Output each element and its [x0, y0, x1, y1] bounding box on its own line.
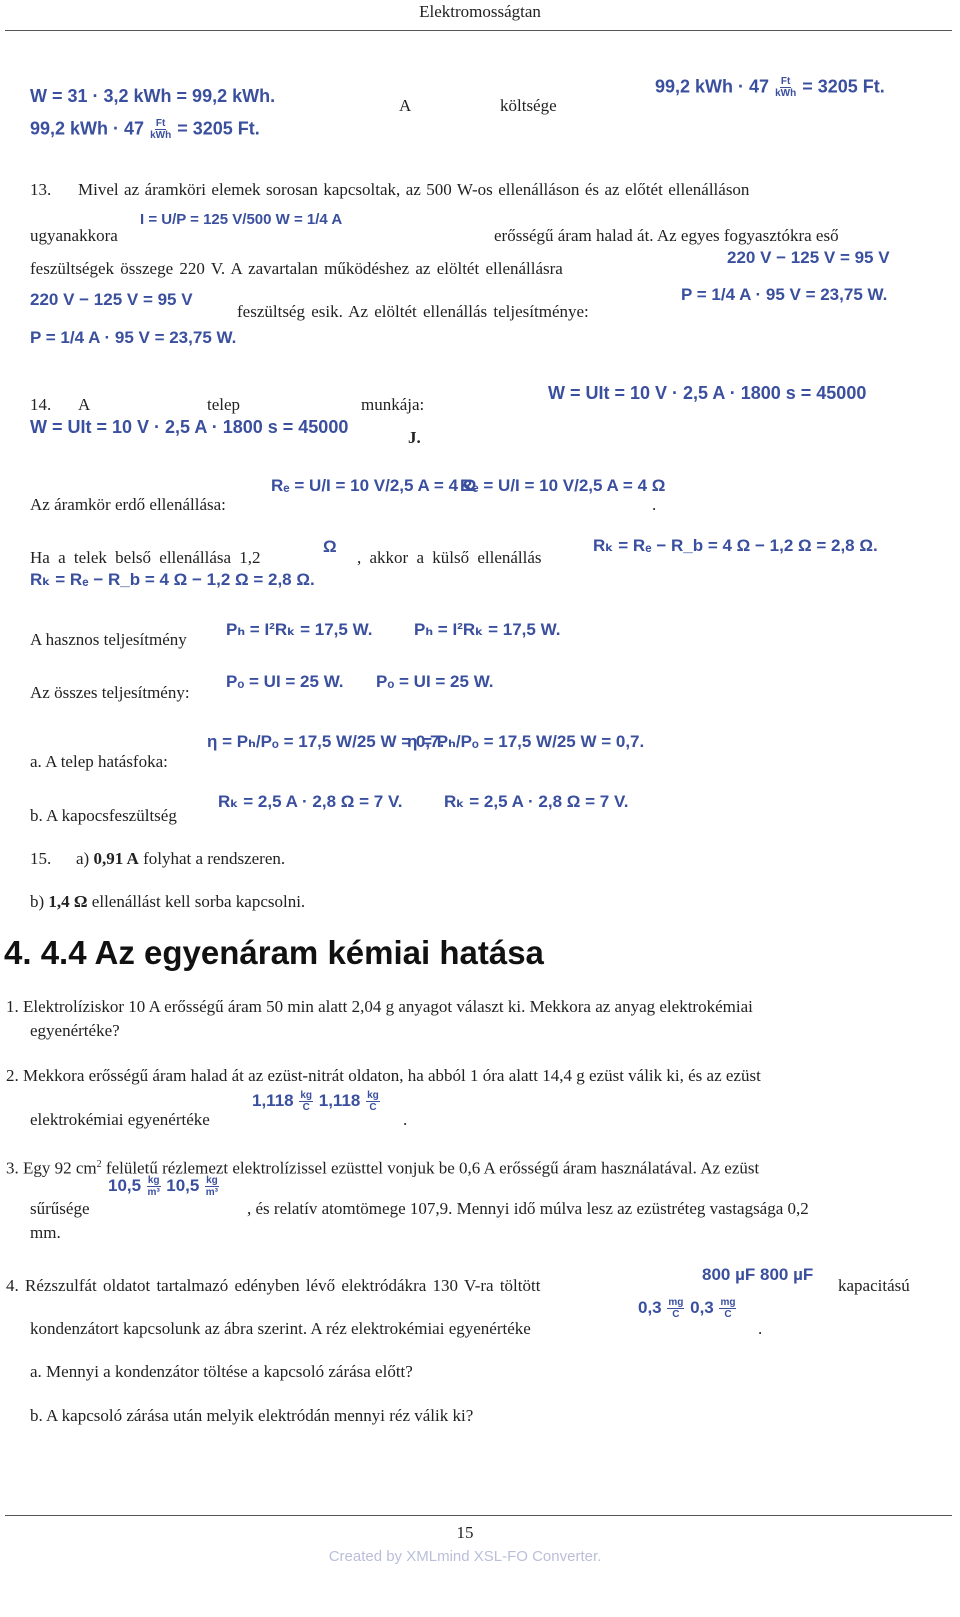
q4-value: 0,3 — [638, 1297, 662, 1317]
frac-num: kg — [367, 1090, 379, 1101]
q3-sup: 2 — [96, 1159, 102, 1170]
frac-num: kg — [206, 1175, 218, 1186]
p14-dot: . — [652, 495, 657, 514]
frac-num: mg — [720, 1297, 736, 1308]
p14-po-label: Az összes teljesítmény: — [30, 683, 190, 702]
p15-a-pre: a) — [76, 849, 90, 868]
question-4-a: a. Mennyi a kondenzátor töltése a kapcsoló zárása előtt? — [30, 1362, 413, 1381]
p14-munkaja: munkája: — [361, 395, 425, 414]
p14-akkor: , akkor a külső ellenállás — [357, 548, 542, 567]
question-4-cont: kondenzátort kapcsolunk az ábra szerint. A réz elektrokémiai egyenértéke — [30, 1319, 531, 1338]
frac-den: kWh — [775, 88, 797, 99]
equation-voltage-right: 220 V − 125 V = 95 V — [727, 248, 890, 267]
equation-po: Pₒ = UI = 25 W. — [226, 672, 344, 691]
equation-cost — [30, 118, 260, 141]
q2-dot: . — [403, 1110, 408, 1129]
fraction-ft-kwh — [150, 118, 171, 141]
p15-number: 15. — [30, 849, 52, 868]
question-1: 1. Elektrolíziskor 10 A erősségű áram 50 min alatt 2,04 g anyagot választ ki. Mekkora az anyag elektrokémiai — [6, 997, 753, 1016]
p14-a-label: a. A telep hatásfoka: — [30, 752, 168, 771]
cost-label-koltsege: költsége — [500, 96, 557, 115]
equation-cost-right-result: = 3205 Ft. — [802, 76, 885, 97]
equation-cost-right-left: 99,2 kWh · 47 — [655, 76, 770, 97]
equation-cost-left: 99,2 kWh · 47 — [30, 118, 145, 139]
fraction-kg-m3-repeat — [205, 1175, 219, 1198]
equation-ph: Pₕ = I²Rₖ = 17,5 W. — [226, 620, 373, 639]
equation-eta: η = Pₕ/Pₒ = 17,5 W/25 W = 0,7. — [207, 732, 445, 751]
fraction-ft-kwh-right — [775, 76, 796, 99]
fraction-mg-c-repeat — [719, 1297, 736, 1320]
p14-re-label: Az áramkör erdő ellenállása: — [30, 495, 226, 514]
p15-a-post: folyhat a rendszeren. — [143, 849, 286, 868]
p15-b-line — [30, 892, 305, 912]
question-2: 2. Mekkora erősségű áram halad át az ezüst-nitrát oldaton, ha abból 1 óra alatt 14,4 g ezüst válik ki, és az ezüst — [6, 1066, 761, 1085]
question-3-cont: , és relatív atomtömege 107,9. Mennyi idő múlva lesz az ezüstréteg vastagsága 0,2 — [247, 1199, 809, 1218]
equation-cost-right — [655, 76, 885, 99]
equation-power: P = 1/4 A · 95 V = 23,75 W. — [30, 328, 237, 347]
q3-value: 10,5 — [108, 1175, 142, 1195]
equation-ph-repeat: Pₕ = I²Rₖ = 17,5 W. — [414, 620, 561, 639]
question-4: 4. Rézszulfát oldatot tartalmazó edényben lévő elektródákra 130 V-ra töltött — [6, 1276, 541, 1295]
footer-rule — [5, 1515, 952, 1516]
header-rule — [5, 30, 952, 31]
equivalent-value-silver — [252, 1090, 381, 1113]
p14-b-label: b. A kapocsfeszültség — [30, 806, 177, 825]
cost-label-a: A — [399, 96, 412, 115]
question-3-density-label: sűrűsége — [30, 1199, 90, 1218]
frac-den: C — [672, 1309, 680, 1320]
page-number: 15 — [456, 1523, 474, 1542]
p14-number: 14. — [30, 395, 52, 414]
question-3-mm: mm. — [30, 1223, 61, 1242]
p15-a-line — [76, 849, 285, 869]
frac-den: m³ — [147, 1187, 160, 1198]
q4-cap: 800 µF — [702, 1265, 756, 1284]
fraction-kg-c — [299, 1090, 313, 1113]
frac-num: Ft — [780, 76, 791, 87]
p13-line3: feszültségek összege 220 V. A zavartalan működéshez az elöltét ellenállásra — [30, 259, 563, 278]
section-title: 4. 4.4 Az egyenáram kémiai hatása — [4, 934, 544, 971]
p14-ph-label: A hasznos teljesítmény — [30, 630, 187, 649]
frac-num: mg — [668, 1297, 684, 1308]
frac-den: C — [369, 1102, 377, 1113]
p14-j-unit: J. — [408, 428, 421, 447]
fraction-kg-c-repeat — [366, 1090, 380, 1113]
q3-value-repeat: 10,5 — [166, 1175, 200, 1195]
equation-work-right: W = UIt = 10 V · 2,5 A · 1800 s = 45000 — [548, 383, 867, 403]
q2-value: 1,118 — [252, 1090, 294, 1110]
capacitance-value — [702, 1265, 813, 1285]
q3-rest: felületű rézlemezt elektrolízissel ezüsttel vonjuk be 0,6 A erősségű áram használatával. Az ezüst — [101, 1158, 760, 1178]
page-header-title: Elektromosságtan — [419, 2, 541, 21]
equation-cost-result: = 3205 Ft. — [177, 118, 260, 139]
p14-telep: telep — [207, 395, 241, 414]
fraction-mg-c — [667, 1297, 684, 1320]
fraction-kg-m3 — [147, 1175, 161, 1198]
density-value — [108, 1175, 220, 1198]
equation-re: Rₑ = U/I = 10 V/2,5 A = 4 Ω — [271, 476, 477, 495]
question-1-cont: egyenértéke? — [30, 1021, 120, 1040]
q3-start: 3. Egy 92 cm — [6, 1158, 97, 1178]
p13-number: 13. — [30, 180, 52, 199]
q2-value-repeat: 1,118 — [318, 1090, 361, 1110]
p13-line4: feszültség esik. Az elöltét ellenállás teljesítménye: — [237, 302, 589, 321]
p13-ugyanakkora: ugyanakkora — [30, 226, 118, 245]
p13-line1: Mivel az áramköri elemek sorosan kapcsoltak, az 500 W-os ellenálláson és az előtét ellenálláson — [78, 180, 750, 199]
question-4-kapacitasu: kapacitású — [838, 1276, 910, 1295]
equation-rk: Rₖ = Rₑ − R_b = 4 Ω − 1,2 Ω = 2,8 Ω. — [30, 570, 315, 589]
equation-energy: W = 31 · 3,2 kWh = 99,2 kWh. — [30, 86, 276, 106]
frac-num: kg — [300, 1090, 313, 1101]
frac-den: C — [724, 1309, 732, 1320]
footer-credit — [0, 1548, 930, 1565]
p13-line2-tail: erősségű áram halad át. Az egyes fogyasztókra eső — [494, 226, 839, 245]
equation-work: W = UIt = 10 V · 2,5 A · 1800 s = 45000 — [30, 417, 349, 437]
question-2-cont: elektrokémiai egyenértéke — [30, 1110, 210, 1129]
p14-a: A — [78, 395, 91, 414]
frac-den: C — [302, 1102, 310, 1113]
frac-den: m³ — [205, 1187, 219, 1198]
q4-value-repeat: 0,3 — [690, 1297, 714, 1317]
equation-eta-repeat: η = Pₕ/Pₒ = 17,5 W/25 W = 0,7. — [407, 732, 645, 751]
frac-den: kWh — [150, 130, 172, 141]
p15-b-pre: b) — [30, 892, 45, 911]
q4-dot: . — [758, 1319, 763, 1338]
equation-uk: Rₖ = 2,5 A · 2,8 Ω = 7 V. — [218, 792, 403, 811]
frac-num: kg — [147, 1175, 160, 1186]
credit-link[interactable]: XMLmind XSL-FO Converter — [406, 1548, 598, 1565]
credit-prefix: Created by — [328, 1548, 403, 1565]
p15-b-post: ellenállást kell sorba kapcsolni. — [91, 892, 306, 911]
equation-re-repeat: Rₑ = U/I = 10 V/2,5 A = 4 Ω — [460, 476, 666, 495]
ohm-symbol: Ω — [323, 537, 337, 556]
q4-cap-repeat: 800 µF — [760, 1265, 814, 1284]
copper-equivalent-value — [638, 1297, 737, 1320]
equation-uk-repeat: Rₖ = 2,5 A · 2,8 Ω = 7 V. — [444, 792, 629, 811]
equation-rk-right: Rₖ = Rₑ − R_b = 4 Ω − 1,2 Ω = 2,8 Ω. — [593, 536, 878, 555]
equation-power-right: P = 1/4 A · 95 V = 23,75 W. — [681, 285, 888, 304]
question-4-b: b. A kapcsoló zárása után melyik elektródán mennyi réz válik ki? — [30, 1406, 474, 1425]
equation-current: I = U/P = 125 V/500 W = 1/4 A — [140, 211, 343, 228]
p15-b-bold: 1,4 Ω — [48, 892, 88, 911]
credit-suffix: . — [597, 1548, 602, 1565]
equation-voltage: 220 V − 125 V = 95 V — [30, 290, 193, 309]
p15-a-bold: 0,91 A — [93, 849, 139, 868]
equation-po-repeat: Pₒ = UI = 25 W. — [376, 672, 494, 691]
p14-ha-line: Ha a telek belső ellenállása 1,2 — [30, 548, 261, 567]
frac-num: Ft — [155, 118, 166, 129]
